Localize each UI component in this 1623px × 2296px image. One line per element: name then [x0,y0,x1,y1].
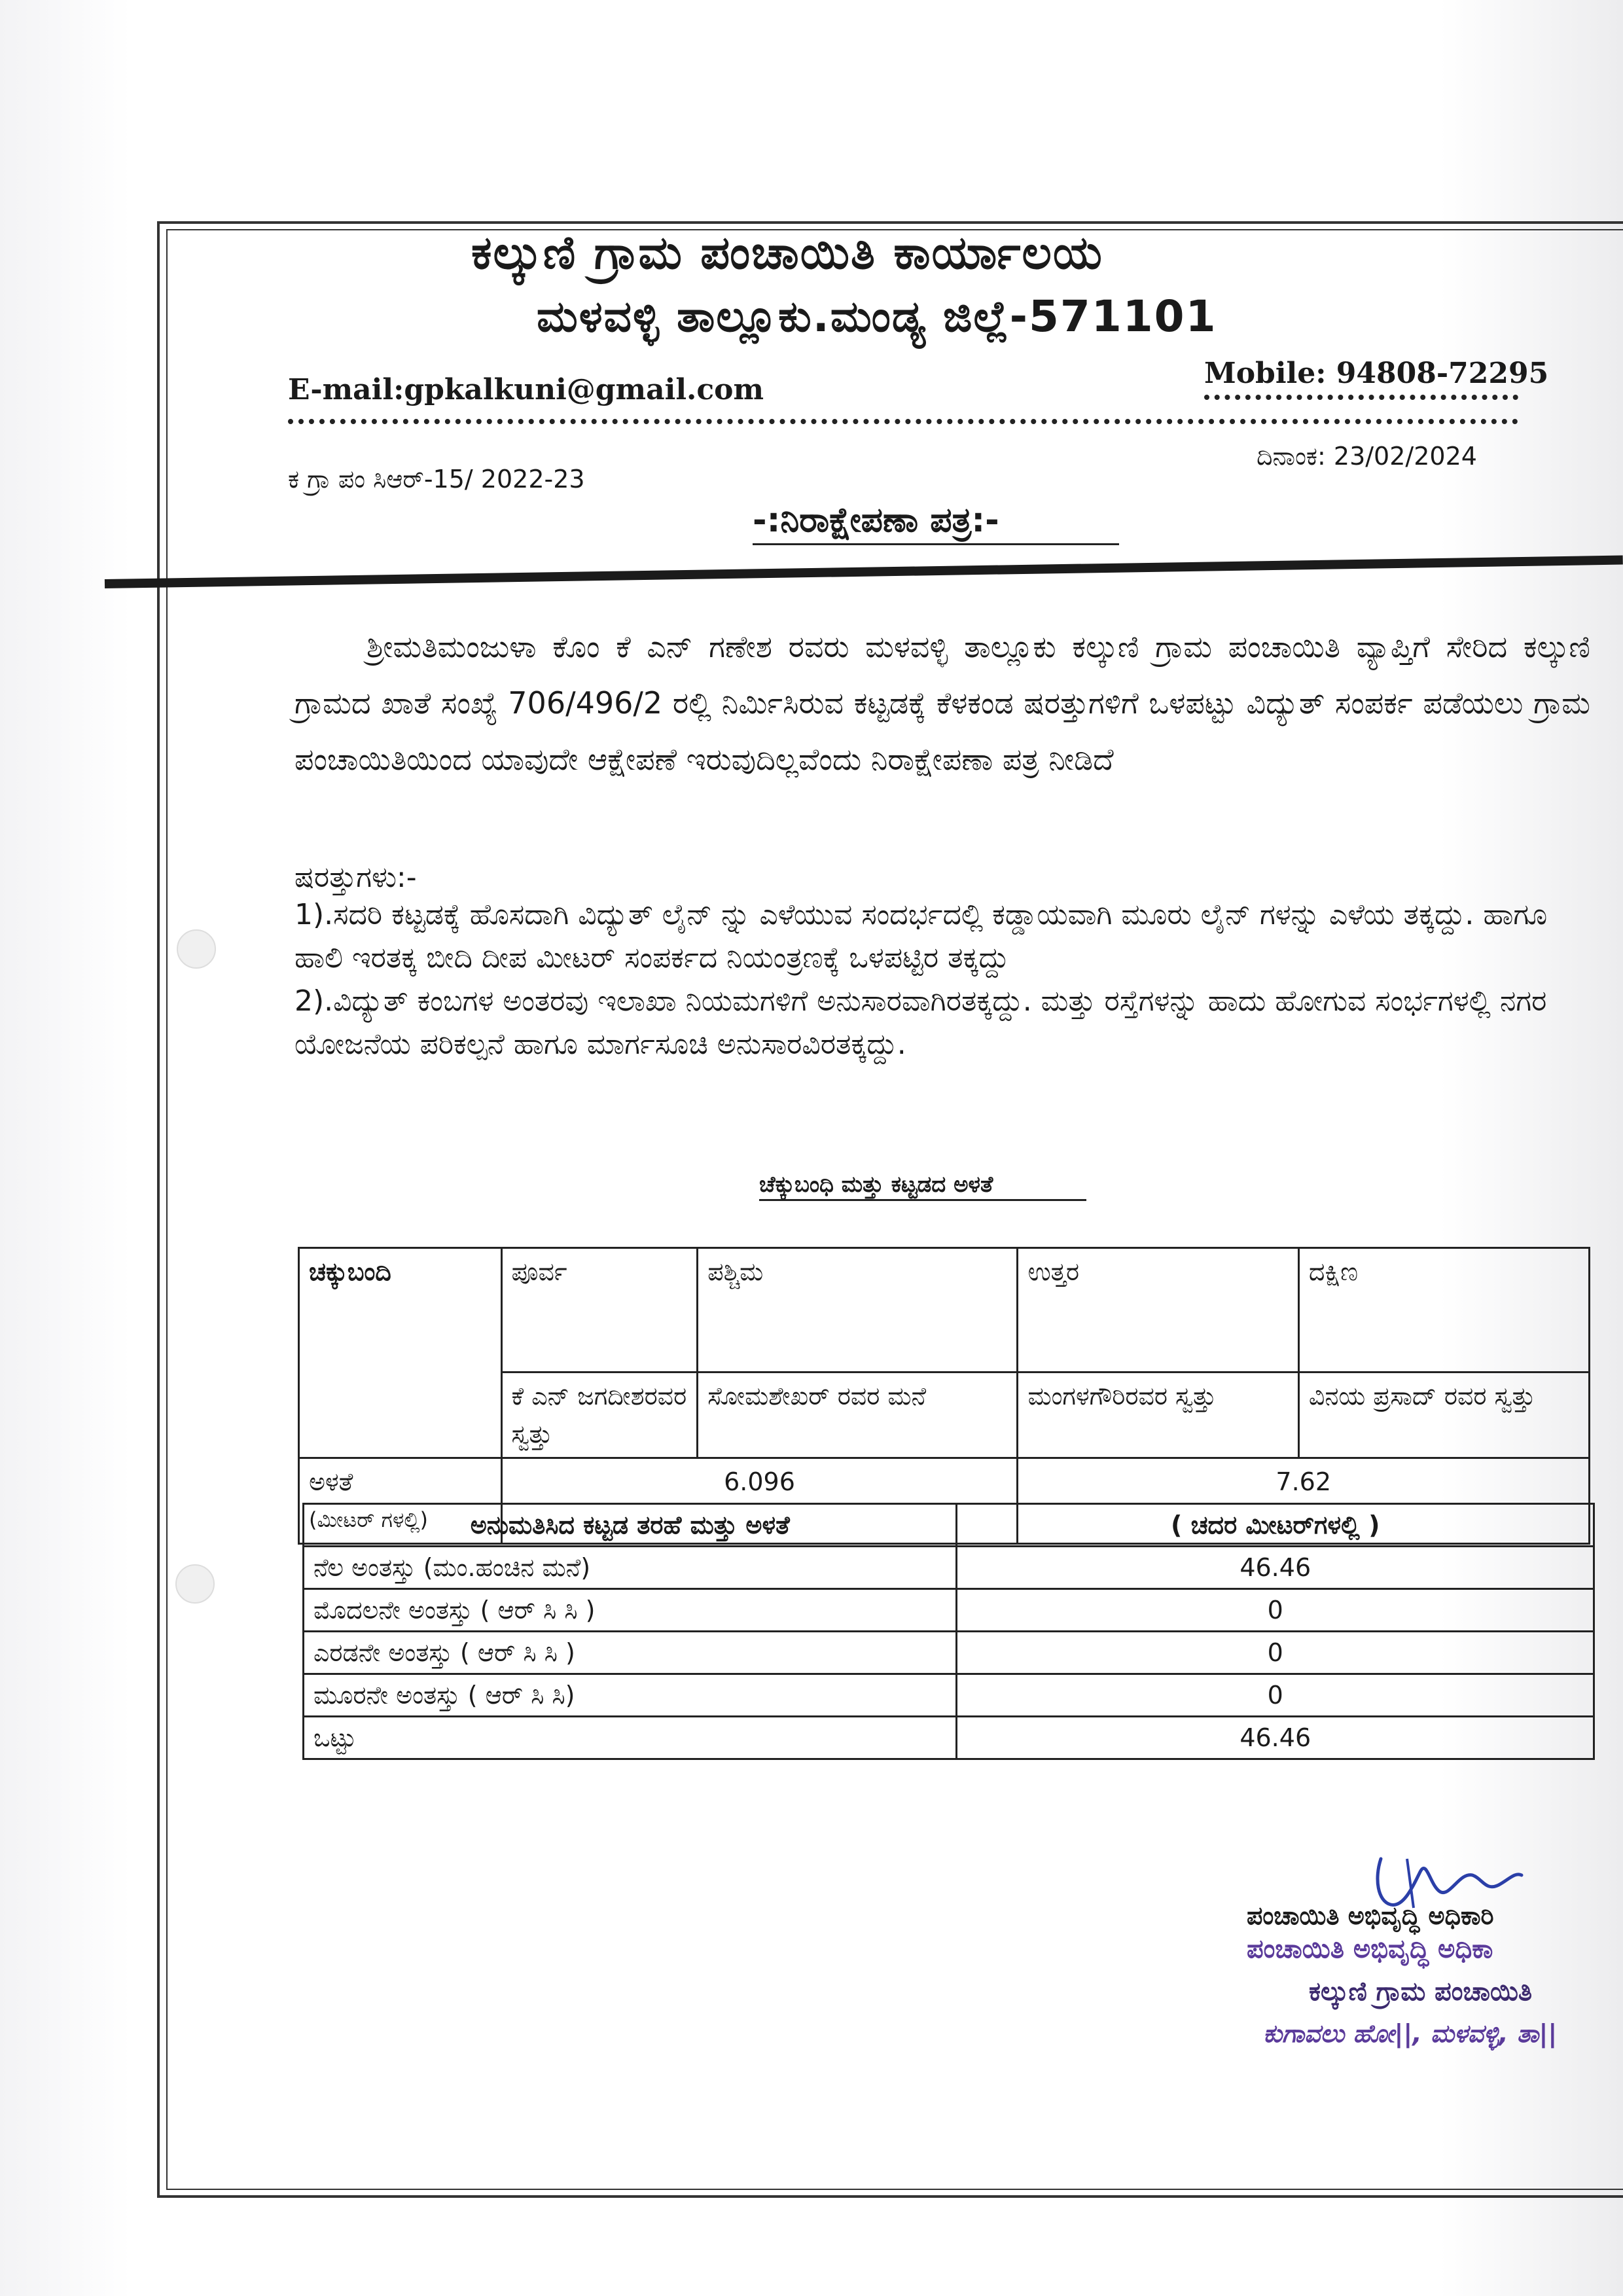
email-address: E-mail:gpkalkuni@gmail.com [288,373,764,406]
floor-total-value: 46.46 [957,1717,1594,1759]
floor-table-unit: ( ಚದರ ಮೀಟರ್‌ಗಳಲ್ಲಿ ) [957,1504,1594,1547]
seal-text: ಕಲ್ಕುಣಿ ಗ್ರಾಮ ಪಂಚಾಯಿತಿ [1309,1977,1533,2007]
floor-value: 0 [957,1632,1594,1674]
boundary-table-title: ಚೆಕ್ಕುಬಂಧಿ ಮತ್ತು ಕಟ್ಟಡದ ಅಳತೆ [759,1172,993,1198]
punch-hole [175,1564,215,1604]
title-underline [759,1199,1086,1201]
direction-west: ಪಶ್ಚಿಮ [698,1248,1018,1372]
dotted-divider [288,419,1518,424]
direction-east: ಪೂರ್ವ [501,1248,698,1372]
seal-text: ಪಂಚಾಯಿತಿ ಅಭಿವೃದ್ಧಿ ಅಧಿಕಾ [1247,1934,1493,1964]
office-name: ಕಲ್ಕುಣಿ ಗ್ರಾಮ ಪಂಚಾಯಿತಿ ಕಾರ್ಯಾಲಯ [471,226,1103,279]
boundary-row-label: ಚಕ್ಕುಬಂದಿ [299,1248,502,1458]
reference-number: ಕ ಗ್ರಾ ಪಂ ಸಿಆರ್-15/ 2022-23 [288,465,585,493]
neighbour-north: ಮಂಗಳಗೌರಿರವರ ಸ್ವತ್ತು [1018,1372,1298,1458]
condition-item: 1).ಸದರಿ ಕಟ್ಟಡಕ್ಕೆ ಹೊಸದಾಗಿ ವಿದ್ಯುತ್ ಲೈನ್ ನ್ನು ಎಳೆಯುವ ಸಂದರ್ಭದಲ್ಲಿ ಕಡ್ಡಾಯವಾಗಿ ಮೂರು ಲೈನ್ ಗಳನ್ನು ಎಳೆಯ ತಕ್ಕದ್ದು. ಹಾಗೂ ಹಾಲಿ ಇರತಕ್ಕ ಬೀದಿ ದೀಪ ಮೀಟರ್ ಸಂಪರ್ಕದ ನಿಯಂತ್ರಣಕ್ಕೆ ಒಳಪಟ್ಟಿರ ತಕ್ಕದ್ದು [294,898,1548,975]
direction-south: ದಕ್ಷಿಣ [1298,1248,1589,1372]
office-address: ಮಳವಳ್ಳಿ ತಾಲ್ಲೂಕು.ಮಂಡ್ಯ ಜಿಲ್ಲೆ-571101 [537,291,1217,342]
neighbour-east: ಕೆ ಎನ್ ಜಗದೀಶರವರ ಸ್ವತ್ತು [501,1372,698,1458]
floor-label: ಮೊದಲನೇ ಅಂತಸ್ತು ( ಆರ್ ಸಿ ಸಿ ) [304,1589,957,1632]
conditions-list [294,893,1590,1066]
measurement-north-south: 7.62 [1018,1458,1590,1544]
subject-underline [753,543,1119,545]
direction-north: ಉತ್ತರ [1018,1248,1298,1372]
floor-label: ಮೂರನೇ ಅಂತಸ್ತು ( ಆರ್ ಸಿ ಸಿ) [304,1674,957,1717]
signatory-designation: ಪಂಚಾಯಿತಿ ಅಭಿವೃದ್ಧಿ ಅಧಿಕಾರಿ [1247,1901,1494,1930]
conditions-heading: ಷರತ್ತುಗಳು:- [294,861,417,894]
measurement-east-west: 6.096 [501,1458,1018,1544]
neighbour-west: ಸೋಮಶೇಖರ್ ರವರ ಮನೆ [698,1372,1018,1458]
condition-item: 2).ವಿದ್ಯುತ್ ಕಂಬಗಳ ಅಂತರವು ಇಲಾಖಾ ನಿಯಮಗಳಿಗೆ ಅನುಸಾರವಾಗಿರತಕ್ಕದ್ದು. ಮತ್ತು ರಸ್ತೆಗಳನ್ನು ಹಾದು ಹೋಗುವ ಸಂರ್ಭಗಳಲ್ಲಿ ನಗರ ಯೋಜನೆಯ ಪರಿಕಲ್ಪನೆ ಹಾಗೂ ಮಾರ್ಗಸೂಚಿ ಅನುಸಾರವಿರತಕ್ಕದ್ದು. [294,984,1547,1061]
dotted-divider [1204,395,1518,400]
body-paragraph: ಶ್ರೀಮತಿಮಂಜುಳಾ ಕೊಂ ಕೆ ಎನ್ ಗಣೇಶ ರವರು ಮಳವಳ್ಳಿ ತಾಲ್ಲೂಕು ಕಲ್ಕುಣಿ ಗ್ರಾಮ ಪಂಚಾಯಿತಿ ವ್ಯಾಪ್ತಿಗೆ ಸೇರಿದ ಕಲ್ಕುಣಿ ಗ್ರಾಮದ ಖಾತೆ ಸಂಖ್ಯೆ 706/496/2 ರಲ್ಲಿ ನಿರ್ಮಿಸಿರುವ ಕಟ್ಟಡಕ್ಕೆ ಕೆಳಕಂಡ ಷರತ್ತುಗಳಿಗೆ ಒಳಪಟ್ಟು ವಿದ್ಯುತ್ ಸಂಪರ್ಕ ಪಡೆಯಲು ಗ್ರಾಮ ಪಂಚಾಯಿತಿಯಿಂದ ಯಾವುದೇ ಆಕ್ಷೇಪಣೆ ಇರುವುದಿಲ್ಲವೆಂದು ನಿರಾಕ್ಷೇಪಣಾ ಪತ್ರ ನೀಡಿದೆ [294,629,1590,777]
floor-label: ಎರಡನೇ ಅಂತಸ್ತು ( ಆರ್ ಸಿ ಸಿ ) [304,1632,957,1674]
boundary-table [298,1247,1590,1545]
seal-text: ಕುಗಾವಲು ಹೋ||, ಮಳವಳ್ಳಿ, ತಾ|| [1263,2019,1558,2048]
mobile-number: Mobile: 94808-72295 [1204,357,1549,390]
floor-table-heading: ಅನುಮತಿಸಿದ ಕಟ್ಟಡ ತರಹೆ ಮತ್ತು ಅಳತೆ [304,1504,957,1547]
measurement-label: ಅಳತೆ (ಮೀಟರ್ ಗಳಲ್ಲಿ) [299,1458,502,1544]
floor-value: 0 [957,1674,1594,1717]
floor-value: 0 [957,1589,1594,1632]
neighbour-south: ವಿನಯ ಪ್ರಸಾದ್ ರವರ ಸ್ವತ್ತು [1298,1372,1589,1458]
floor-total-label: ಒಟ್ಟು [304,1717,957,1759]
letter-date: ದಿನಾಂಕ: 23/02/2024 [1257,442,1477,471]
floor-value: 46.46 [957,1547,1594,1589]
floor-area-table [302,1503,1595,1760]
punch-hole [177,929,216,969]
floor-label: ನೆಲ ಅಂತಸ್ತು (ಮಂ.ಹಂಚಿನ ಮನೆ) [304,1547,957,1589]
letter-subject: -:ನಿರಾಕ್ಷೇಪಣಾ ಪತ್ರ:- [753,501,999,540]
